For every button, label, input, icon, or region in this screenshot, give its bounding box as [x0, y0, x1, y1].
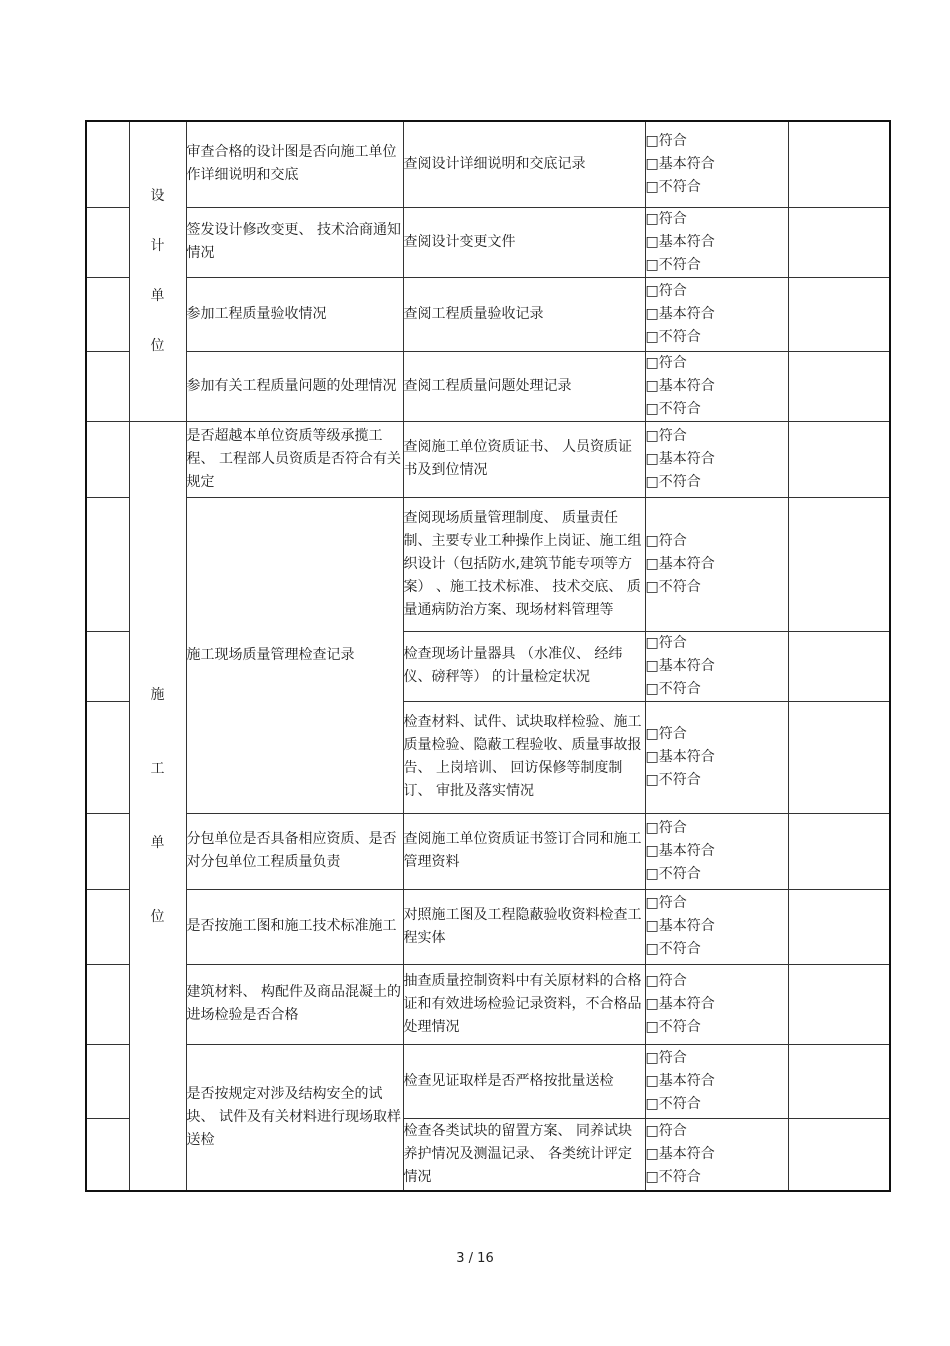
table-row	[86, 813, 890, 889]
check-item: 是否按施工图和施工技术标准施工	[186, 889, 403, 964]
result-options	[645, 701, 788, 813]
table-row	[86, 964, 890, 1044]
basic-comply-checkbox[interactable]: □基本符合	[645, 450, 715, 467]
result-options	[645, 964, 788, 1044]
remark-cell[interactable]	[788, 497, 890, 631]
basic-comply-checkbox[interactable]: □基本符合	[645, 1072, 715, 1089]
result-options	[645, 631, 788, 701]
noncomply-checkbox[interactable]: □不符合	[645, 473, 701, 490]
index-cell	[86, 813, 129, 889]
index-cell	[86, 277, 129, 351]
check-method: 检查见证取样是否严格按批量送检	[403, 1044, 645, 1118]
remark-cell[interactable]	[788, 889, 890, 964]
check-item: 建筑材料、 构配件及商品混凝土的进场检验是否合格	[186, 964, 403, 1044]
index-cell	[86, 964, 129, 1044]
basic-comply-checkbox[interactable]: □基本符合	[645, 555, 715, 572]
comply-checkbox[interactable]: □符合	[645, 532, 687, 549]
remark-cell[interactable]	[788, 207, 890, 277]
result-options	[645, 1118, 788, 1191]
check-item: 分包单位是否具备相应资质、是否对分包单位工程质量负责	[186, 813, 403, 889]
comply-checkbox[interactable]: □符合	[645, 354, 687, 371]
index-cell	[86, 497, 129, 631]
index-cell	[86, 421, 129, 497]
index-cell	[86, 889, 129, 964]
table-row	[86, 1044, 890, 1118]
result-options	[645, 121, 788, 207]
result-options	[645, 1044, 788, 1118]
check-method: 查阅设计详细说明和交底记录	[403, 121, 645, 207]
result-options	[645, 421, 788, 497]
table-row	[86, 497, 890, 631]
comply-checkbox[interactable]: □符合	[645, 895, 687, 911]
remark-cell[interactable]	[788, 421, 890, 497]
basic-comply-checkbox[interactable]: □基本符合	[645, 995, 715, 1012]
check-method: 查阅现场质量管理制度、 质量责任制、主要专业工种操作上岗证、施工组织设计（包括防水,建筑节能专项等方案） 、施工技术标准、 技术交底、 质量通病防治方案、现场材料管理等	[403, 497, 645, 631]
comply-checkbox[interactable]: □符合	[645, 725, 687, 742]
comply-checkbox[interactable]: □符合	[645, 132, 687, 149]
check-item: 施工现场质量管理检查记录	[186, 497, 403, 813]
table-row	[86, 889, 890, 964]
index-cell	[86, 207, 129, 277]
check-item: 是否超越本单位资质等级承揽工程、 工程部人员资质是否符合有关规定	[186, 421, 403, 497]
check-method: 检查各类试块的留置方案、 同养试块养护情况及测温记录、 各类统计评定情况	[403, 1118, 645, 1191]
noncomply-checkbox[interactable]: □不符合	[645, 178, 701, 195]
basic-comply-checkbox[interactable]: □基本符合	[645, 657, 715, 674]
check-item: 是否按规定对涉及结构安全的试块、 试件及有关材料进行现场取样送检	[186, 1044, 403, 1191]
index-cell	[86, 631, 129, 701]
design-unit-cell	[129, 121, 186, 421]
noncomply-checkbox[interactable]: □不符合	[645, 865, 701, 882]
construction-unit-label: 施工单位	[150, 686, 165, 925]
design-unit-label: 设计单位	[150, 188, 165, 355]
comply-checkbox[interactable]: □符合	[645, 819, 687, 836]
inspection-checklist-table	[85, 120, 891, 1192]
check-item: 签发设计修改变更、 技术洽商通知情况	[186, 207, 403, 277]
remark-cell[interactable]	[788, 813, 890, 889]
noncomply-checkbox[interactable]: □不符合	[645, 680, 701, 697]
check-method: 查阅工程质量问题处理记录	[403, 351, 645, 421]
check-item: 参加工程质量验收情况	[186, 277, 403, 351]
noncomply-checkbox[interactable]: □不符合	[645, 400, 701, 417]
noncomply-checkbox[interactable]: □不符合	[645, 1168, 701, 1185]
remark-cell[interactable]	[788, 1044, 890, 1118]
comply-checkbox[interactable]: □符合	[645, 972, 687, 989]
table-row	[86, 351, 890, 421]
noncomply-checkbox[interactable]: □不符合	[645, 328, 701, 345]
index-cell	[86, 351, 129, 421]
remark-cell[interactable]	[788, 277, 890, 351]
noncomply-checkbox[interactable]: □不符合	[645, 771, 701, 788]
basic-comply-checkbox[interactable]: □基本符合	[645, 233, 715, 250]
noncomply-checkbox[interactable]: □不符合	[645, 941, 701, 957]
check-method: 查阅施工单位资质证书签订合同和施工管理资料	[403, 813, 645, 889]
result-options	[645, 277, 788, 351]
comply-checkbox[interactable]: □符合	[645, 1122, 687, 1139]
check-method: 对照施工图及工程隐蔽验收资料检查工程实体	[403, 889, 645, 964]
basic-comply-checkbox[interactable]: □基本符合	[645, 842, 715, 859]
remark-cell[interactable]	[788, 351, 890, 421]
index-cell	[86, 121, 129, 207]
basic-comply-checkbox[interactable]: □基本符合	[645, 305, 715, 322]
comply-checkbox[interactable]: □符合	[645, 1049, 687, 1066]
check-method: 检查现场计量器具 （水准仪、 经纬仪、磅秤等） 的计量检定状况	[403, 631, 645, 701]
result-options	[645, 889, 788, 964]
check-item: 参加有关工程质量问题的处理情况	[186, 351, 403, 421]
check-method: 检查材料、试件、试块取样检验、施工质量检验、隐蔽工程验收、质量事故报告、 上岗培训、 回访保修等制度制订、 审批及落实情况	[403, 701, 645, 813]
noncomply-checkbox[interactable]: □不符合	[645, 1095, 701, 1112]
table-row	[86, 207, 890, 277]
table-row	[86, 421, 890, 497]
result-options	[645, 207, 788, 277]
basic-comply-checkbox[interactable]: □基本符合	[645, 377, 715, 394]
basic-comply-checkbox[interactable]: □基本符合	[645, 748, 715, 765]
page-number: 3 / 16	[456, 1251, 494, 1266]
remark-cell[interactable]	[788, 964, 890, 1044]
check-method: 抽查质量控制资料中有关原材料的合格证和有效进场检验记录资料，不合格品处理情况	[403, 964, 645, 1044]
remark-cell[interactable]	[788, 631, 890, 701]
index-cell	[86, 1044, 129, 1118]
noncomply-checkbox[interactable]: □不符合	[645, 256, 701, 273]
table-row	[86, 277, 890, 351]
check-method: 查阅工程质量验收记录	[403, 277, 645, 351]
noncomply-checkbox[interactable]: □不符合	[645, 578, 701, 595]
basic-comply-checkbox[interactable]: □基本符合	[645, 1145, 715, 1162]
result-options	[645, 497, 788, 631]
index-cell	[86, 701, 129, 813]
check-item: 审查合格的设计图是否向施工单位作详细说明和交底	[186, 121, 403, 207]
comply-checkbox[interactable]: □符合	[645, 427, 687, 444]
check-method: 查阅设计变更文件	[403, 207, 645, 277]
result-options	[645, 351, 788, 421]
table-row	[86, 121, 890, 207]
basic-comply-checkbox[interactable]: □基本符合	[645, 918, 715, 934]
result-options	[645, 813, 788, 889]
comply-checkbox[interactable]: □符合	[645, 282, 687, 299]
comply-checkbox[interactable]: □符合	[645, 634, 687, 651]
index-cell	[86, 1118, 129, 1191]
basic-comply-checkbox[interactable]: □基本符合	[645, 155, 715, 172]
construction-unit-cell	[129, 421, 186, 1191]
remark-cell[interactable]	[788, 1118, 890, 1191]
noncomply-checkbox[interactable]: □不符合	[645, 1018, 701, 1035]
remark-cell[interactable]	[788, 701, 890, 813]
check-method: 查阅施工单位资质证书、 人员资质证书及到位情况	[403, 421, 645, 497]
remark-cell[interactable]	[788, 121, 890, 207]
comply-checkbox[interactable]: □符合	[645, 210, 687, 227]
